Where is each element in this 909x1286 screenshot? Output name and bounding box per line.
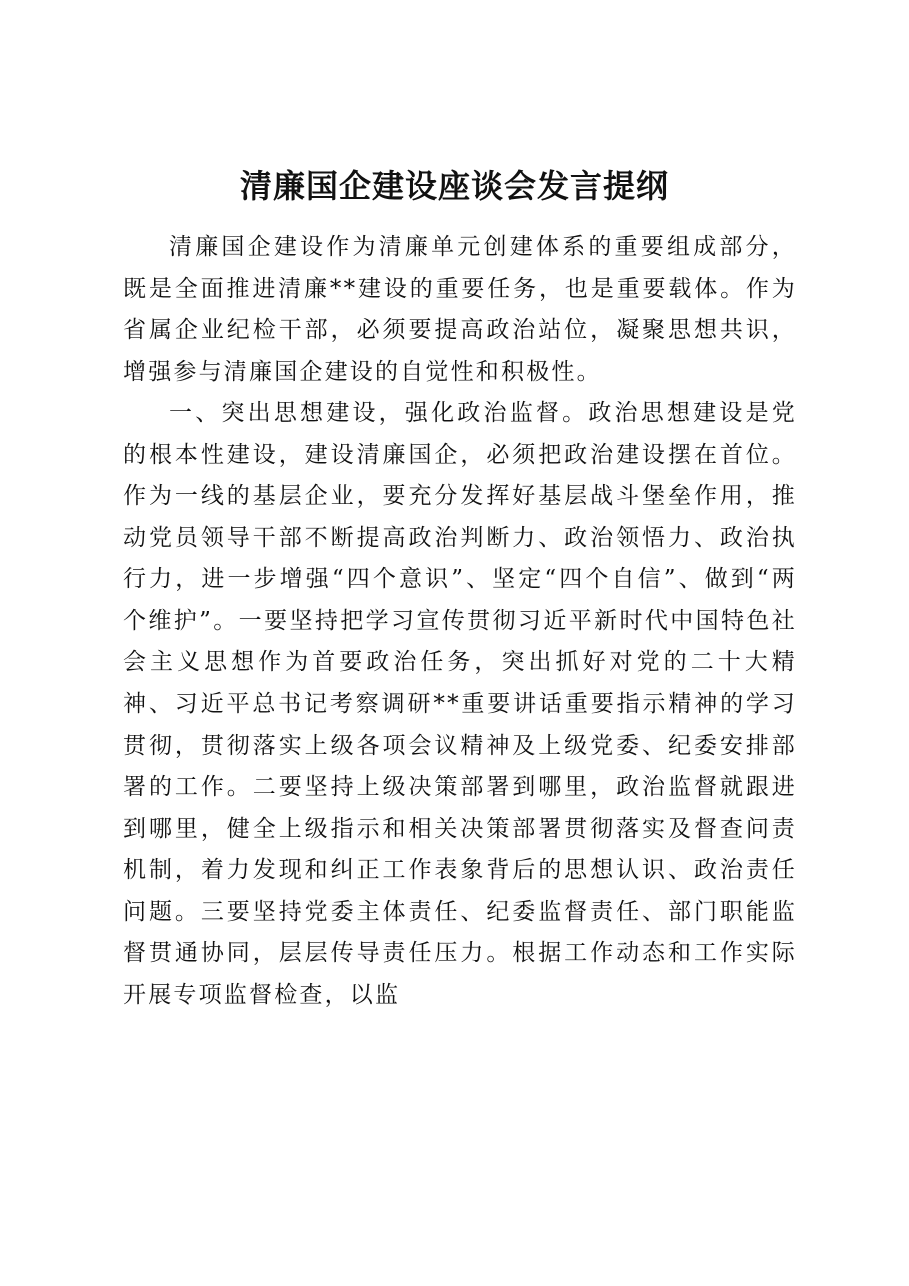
document-title: 清廉国企建设座谈会发言提纲 [239, 167, 669, 205]
paragraph-section-one: 一、突出思想建设，强化政治监督。政治思想建设是党的根本性建设，建设清廉国企，必须把政治建设摆在首位。作为一线的基层企业，要充分发挥好基层战斗堡垒作用，推动党员领导干部不断提高政治判断力、政治领悟力、政治执行力，进一步增强“四个意识”、坚定“四个自信”、做到“两个维护”。一要坚持把学习宣传贯彻习近平新时代中国特色社会主义思想作为首要政治任务，突出抓好对党的二十大精神、习近平总书记考察调研**重要讲话重要指示精神的学习贯彻，贯彻落实上级各项会议精神及上级党委、纪委安排部署的工作。二要坚持上级决策部署到哪里，政治监督就跟进到哪里，健全上级指示和相关决策部署贯彻落实及督查问责机制，着力发现和纠正工作表象背后的思想认识、政治责任问题。三要坚持党委主体责任、纪委监督责任、部门职能监督贯通协同，层层传导责任压力。根据工作动态和工作实际开展专项监督检查，以监 [123, 400, 797, 1008]
document-body [123, 227, 797, 1016]
paragraph-intro: 清廉国企建设作为清廉单元创建体系的重要组成部分，既是全面推进清廉**建设的重要任务，也是重要载体。作为省属企业纪检干部，必须要提高政治站位，凝聚思想共识，增强参与清廉国企建设的自觉性和积极性。 [123, 234, 797, 385]
